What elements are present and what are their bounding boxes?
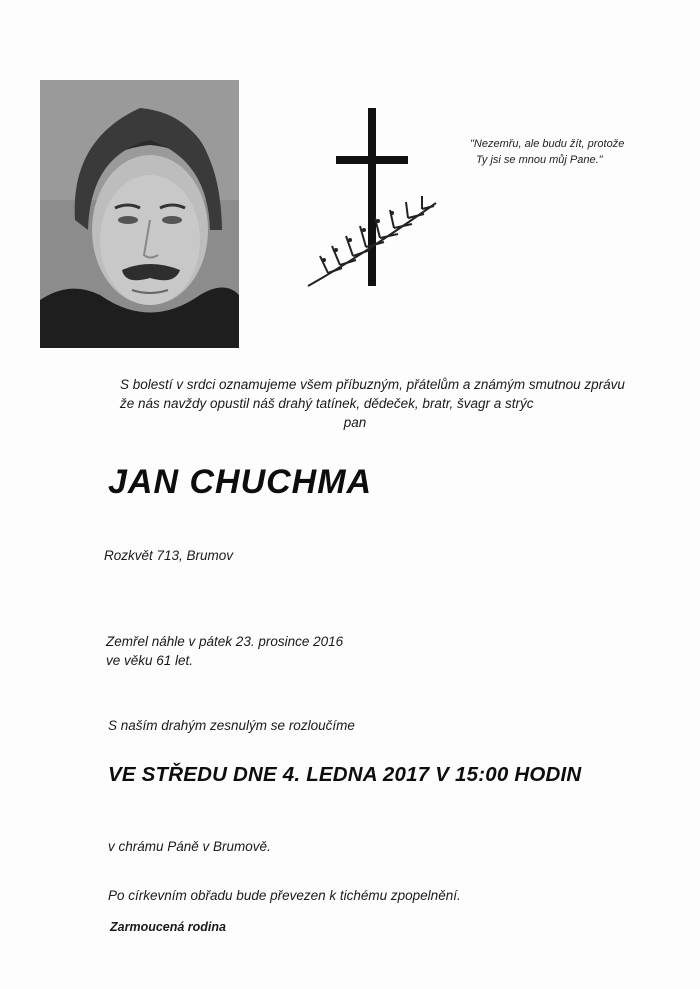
funeral-datetime: VE STŘEDU DNE 4. LEDNA 2017 V 15:00 HODIN: [108, 763, 582, 786]
bible-quote: [470, 136, 670, 168]
death-age-line: ve věku 61 let.: [106, 653, 194, 668]
death-date-line: Zemřel náhle v pátek 23. prosince 2016: [106, 634, 344, 649]
deceased-name: JAN CHUCHMA: [108, 463, 373, 501]
quote-line-1: "Nezemřu, ale budu žít, protože: [470, 138, 625, 150]
signature: Zarmoucená rodina: [110, 920, 226, 934]
cremation-note: Po církevním obřadu bude převezen k tichému zpopelnění.: [108, 888, 461, 903]
farewell-intro: S naším drahým zesnulým se rozloučíme: [108, 718, 355, 733]
funeral-place: v chrámu Páně v Brumově.: [108, 839, 271, 854]
death-info: [106, 632, 343, 670]
announcement-line-2: že nás navždy opustil náš drahý tatínek, dědeček, bratr, švagr a strýc: [120, 396, 534, 411]
cross-with-palm-branch-icon: [298, 108, 448, 293]
portrait-photo: [40, 80, 239, 348]
announcement-line-3: pan: [343, 415, 367, 430]
announcement-text: [120, 375, 680, 432]
portrait-illustration: [40, 80, 239, 348]
deceased-address: Rozkvět 713, Brumov: [104, 548, 234, 563]
announcement-line-1: S bolestí v srdci oznamujeme všem příbuzným, přátelům a známým smutnou zprávu: [120, 377, 625, 392]
quote-line-2: Ty jsi se mnou můj Pane.": [476, 154, 603, 166]
